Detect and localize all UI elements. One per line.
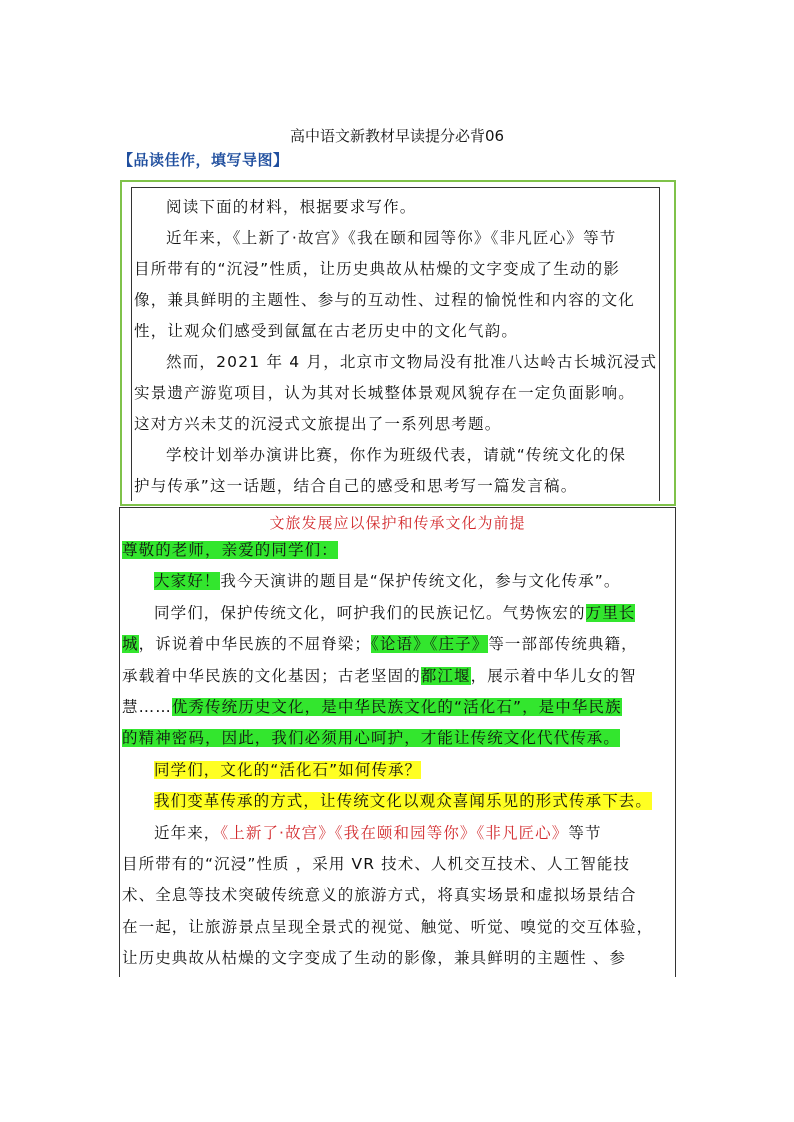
essay-text: 等节 [568, 823, 602, 842]
highlight-green: 城 [122, 635, 139, 654]
essay-line [120, 598, 675, 629]
essay-text: ，展示着中华儿女的智 [470, 666, 637, 685]
essay-line [120, 755, 675, 786]
essay-text: 近年来， [154, 823, 221, 842]
material-line: 阅读下面的材料，根据要求写作。 [166, 198, 417, 216]
material-line: 护与传承”这一话题，结合自己的感受和思考写一篇发言稿。 [134, 477, 578, 495]
essay-line [120, 723, 675, 754]
essay-text: ，诉说着中华民族的不屈脊梁； [138, 635, 372, 654]
material-line: 目所带有的“沉浸”性质，让历史典故从枯燥的文字变成了生动的影 [134, 260, 621, 278]
highlight-yellow: 同学们，文化的“活化石”如何传承？ [154, 760, 422, 779]
highlight-yellow: 我们变革传承的方式，让传统文化以观众喜闻乐见的形式传承下去。 [154, 792, 653, 811]
essay-greeting [120, 535, 675, 566]
material-line: 实景遗产游览项目，认为其对长城整体景观风貌存在一定负面影响。 [134, 384, 636, 402]
material-text-frame [131, 187, 660, 501]
essay-text: 承载着中华民族的文化基因；古老坚固的 [122, 666, 421, 685]
essay-line: 术、全息等技术突破传统意义的旅游方式，将真实场景和虚拟场景结合 [122, 886, 637, 905]
highlight-green: 优秀传统历史文化，是中华民族文化的“活化石”，是中华民族 [171, 697, 622, 716]
essay-line [120, 661, 675, 692]
page-title: 高中语文新教材早读提分必背06 [289, 127, 505, 145]
material-line: 学校计划举办演讲比赛，你作为班级代表，请就“传统文化的保 [166, 446, 627, 464]
essay-line [120, 818, 675, 849]
essay-line [120, 629, 675, 660]
essay-box [119, 507, 676, 977]
highlight-green: 《论语》《庄子》 [371, 635, 489, 654]
material-line: 这对方兴未艾的沉浸式文旅提出了一系列思考题。 [134, 415, 502, 433]
essay-line [120, 566, 675, 597]
section-header: 【品读佳作，填写导图】 [118, 151, 289, 169]
red-text: 《上新了·故宫》《我在颐和园等你》《非凡匠心》 [220, 823, 569, 842]
essay-text: 同学们，保护传统文化，呵护我们的民族记忆。气势恢宏的 [154, 603, 586, 622]
material-line: 像，兼具鲜明的主题性、参与的互动性、过程的愉悦性和内容的文化 [134, 291, 636, 309]
material-box [120, 180, 676, 506]
material-line: 性，让观众们感受到氤氲在古老历史中的文化气韵。 [134, 322, 519, 340]
material-line: 然而，2021 年 4 月，北京市文物局没有批准八达岭古长城沉浸式 [166, 353, 658, 371]
highlight-green: 万里长 [585, 603, 636, 622]
highlight-green: 都江堰 [420, 666, 471, 685]
highlight-green: 大家好！ [154, 572, 221, 591]
essay-text: 等一部部传统典籍， [488, 635, 638, 654]
essay-line [120, 786, 675, 817]
essay-line: 在一起，让旅游景点呈现全景式的视觉、触觉、听觉、嗅觉的交互体验， [122, 917, 654, 936]
material-line: 近年来，《上新了·故宫》《我在颐和园等你》《非凡匠心》等节 [166, 229, 617, 247]
essay-text: 我今天演讲的题目是“保护传统文化，参与文化传承”。 [220, 572, 621, 591]
essay-title: 文旅发展应以保护和传承文化为前提 [269, 514, 526, 532]
highlight-green: 的精神密码，因此，我们必须用心呵护，才能让传统文化代代传承。 [122, 729, 621, 748]
highlight-green: 尊敬的老师，亲爱的同学们： [122, 541, 338, 559]
essay-line: 让历史典故从枯燥的文字变成了生动的影像，兼具鲜明的主题性 、参 [122, 949, 627, 968]
essay-line: 目所带有的“沉浸”性质 ，采用 VR 技术、人机交互技术、人工智能技 [122, 854, 631, 873]
essay-line [120, 692, 675, 723]
essay-text: 慧…… [122, 697, 172, 716]
